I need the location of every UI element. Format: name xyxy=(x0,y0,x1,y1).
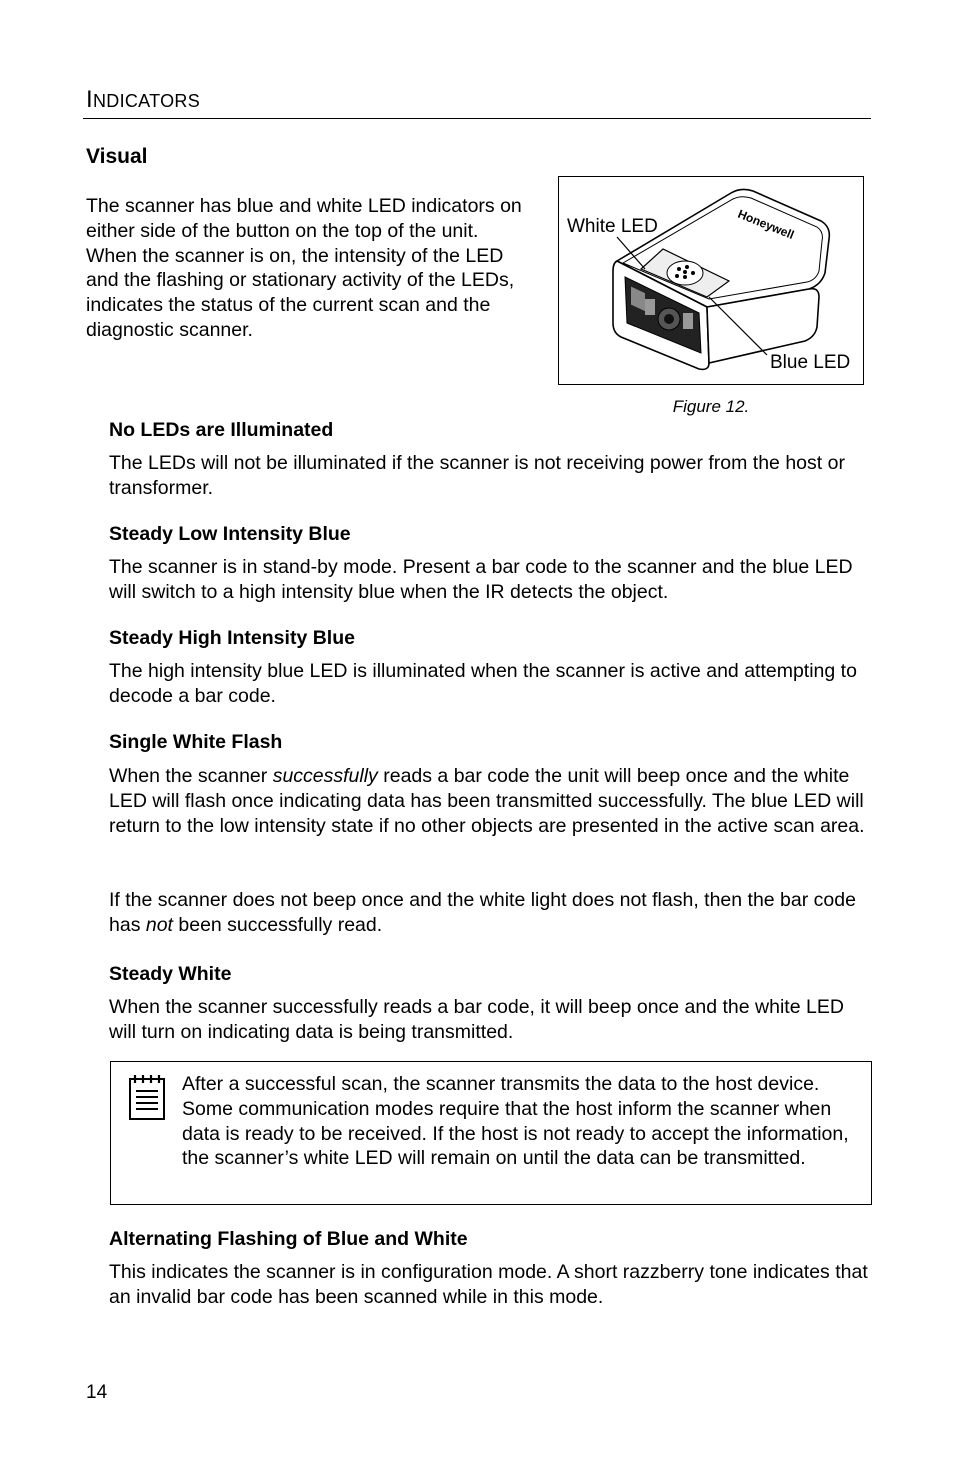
failure-text-emphasis: not xyxy=(145,913,173,936)
steady-white-heading: Steady White xyxy=(109,963,232,985)
single-white-text-part: When the scanner xyxy=(109,765,273,787)
figure-caption: Figure 12. xyxy=(672,397,750,416)
low-blue-text: The scanner is in stand-by mode. Present a bar code to the scanner and the blue LED will switch to a high intensity blue when the IR detects the object. xyxy=(109,556,853,603)
visual-intro-paragraph: The scanner has blue and white LED indicators on either side of the button on the top of the unit. When the scanner is on, the intensity of the LED and the flashing or stationary activity of the LEDs, indicates the status of the current scan and the diagnostic scanner. xyxy=(86,195,522,341)
no-leds-text: The LEDs will not be illuminated if the scanner is not receiving power from the host or transformer. xyxy=(109,452,845,499)
low-blue-heading: Steady Low Intensity Blue xyxy=(109,523,351,545)
white-led-label: White LED xyxy=(567,216,658,237)
single-white-failure-text xyxy=(109,888,869,938)
single-white-heading: Single White Flash xyxy=(109,731,283,753)
blue-led-label: Blue LED xyxy=(770,352,851,373)
no-leds-heading: No LEDs are Illuminated xyxy=(109,419,334,441)
note-text: After a successful scan, the scanner transmits the data to the host device. Some communication modes require that the host inform the scanner when data is ready to be received. If the host is not ready to accept the information, the scanner’s white LED will remain on until the data can be transmitted. xyxy=(182,1073,849,1170)
steady-white-text: When the scanner successfully reads a bar code, it will beep once and the white LED will turn on indicating data is being transmitted. xyxy=(109,996,844,1043)
section-title-rest: NDICATORS xyxy=(92,91,201,111)
visual-heading: Visual xyxy=(86,145,148,168)
scanner-illustration xyxy=(559,177,865,386)
svg-text:Honeywell: Honeywell xyxy=(735,206,797,243)
notepad-icon xyxy=(127,1073,167,1126)
failure-text-part: been successfully read. xyxy=(172,913,383,936)
alternating-text: This indicates the scanner is in configuration mode. A short razzberry tone indicates that an invalid bar code has been scanned while in this mode. xyxy=(109,1261,868,1308)
single-white-text-emphasis: successfully xyxy=(272,765,378,787)
section-title-initial: I xyxy=(86,86,93,113)
section-title xyxy=(86,86,200,114)
single-white-text xyxy=(109,764,869,838)
page-number: 14 xyxy=(86,1382,108,1403)
failure-text-part: If the scanner does not beep once and the white light does not flash, then the bar code has xyxy=(109,889,856,936)
alternating-heading: Alternating Flashing of Blue and White xyxy=(109,1228,468,1250)
single-white-text-part: reads a bar code the unit will beep once and the white LED will flash once indicating data has been transmitted successfully. The blue LED will return to the low intensity state if no other objects are presented in the active scan area. xyxy=(109,765,865,837)
scanner-figure xyxy=(558,176,864,385)
header-rule xyxy=(83,118,871,119)
high-blue-heading: Steady High Intensity Blue xyxy=(109,627,355,649)
high-blue-text: The high intensity blue LED is illuminated when the scanner is active and attempting to decode a bar code. xyxy=(109,660,857,707)
